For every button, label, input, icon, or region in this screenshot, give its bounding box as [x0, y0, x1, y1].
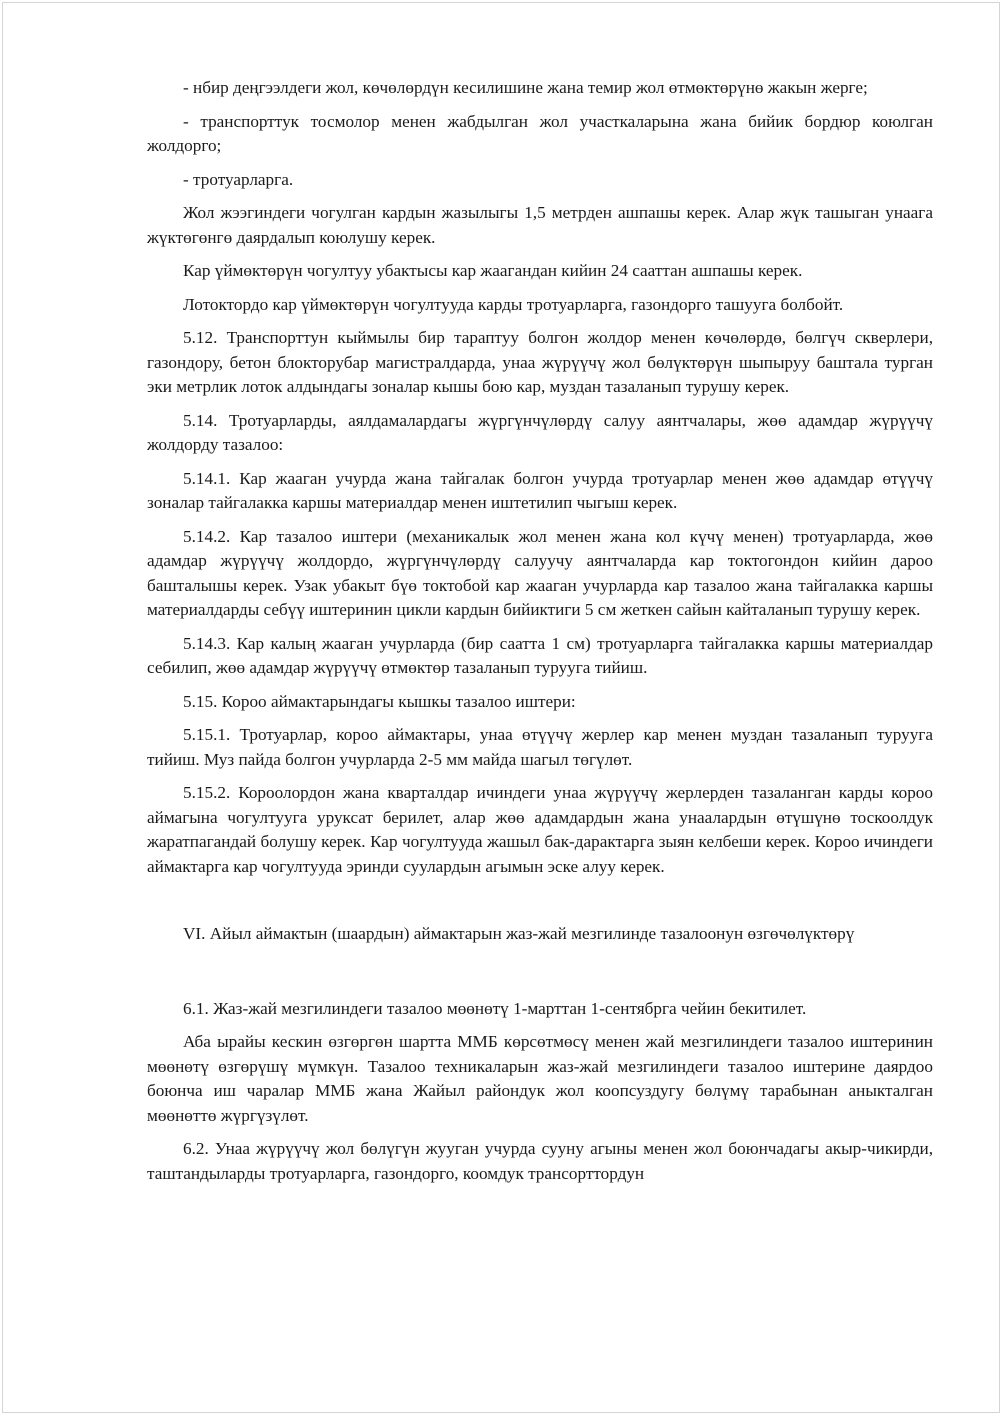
paragraph-5-12: 5.12. Транспорттун кыймылы бир тараптуу болгон жолдор менен көчөлөрдө, бөлгүч скверлери, газондору, бетон блокторубар магистралдарда, унаа жүрүүчү жол бөлүктөрүн шыпыруу баштала турган эки метрлик лоток алдындагы зоналар кышы бою кар, муздан тазаланып турушу керек.: [147, 328, 933, 396]
paragraph-snow-width: Жол жээгиндеги чогулган кардын жазылыгы 1,5 метрден ашпашы керек. Алар жүк ташыган унаага жүктөгөнгө даярдалып коюлушу керек.: [147, 203, 933, 247]
paragraph-5-14: 5.14. Тротуарларды, аялдамалардагы жүргүнчүлөрдү салуу аянтчалары, жөө адамдар жүрүүчү жолдорду тазалоо:: [147, 410, 933, 454]
paragraph-5-14-3: 5.14.3. Кар калың жааган учурларда (бир саатта 1 см) тротуарларга тайгалакка каршы материалдар себилип, жөө адамдар жүрүүчү өтмөктөр тазаланып турууга тийиш.: [147, 633, 933, 677]
paragraph-barriers: - транспорттук тосмолор менен жабдылган жол участкаларына жана бийик бордюр коюлган жолдорго;: [147, 111, 933, 155]
paragraph-5-14-1: 5.14.1. Кар жааган учурда жана тайгалак болгон учурда тротуарлар менен жөө адамдар өтүүчү зоналар тайгалакка каршы материалдар менен иштетилип чыгыш керек.: [147, 468, 933, 512]
paragraph-snow-pile-time: Кар үймөктөрүн чогултуу убактысы кар жаагандан кийин 24 сааттан ашпашы керек.: [183, 261, 803, 280]
paragraph-6-1: 6.1. Жаз-жай мезгилиндеги тазалоо мөөнөтү 1-марттан 1-сентябрга чейин бекитилет.: [183, 998, 807, 1018]
document-page: [2, 2, 1000, 1413]
paragraph-gutters: Лотоктордо кар үймөктөрүн чогултууда карды тротуарларга, газондорго ташууга болбойт.: [183, 294, 844, 314]
paragraph-6-2: 6.2. Унаа жүрүүчү жол бөлүгүн жууган учурда сууну агыны менен жол боюнчадагы акыр-чикирди, таштандыларды тротуарларга, газондорго, коомдук трансорттордун: [147, 1139, 933, 1183]
paragraph-weather-change: Аба ырайы кескин өзгөргөн шартта ММБ көрсөтмөсү менен жай мезгилиндеги тазалоо иштеринин мөөнөтү өзгөрүшү мүмкүн. Тазалоо техникаларын жаз-жай мезгилиндеги тазалоо иштерине даярдоо боюнча иш чаралар ММБ жана Жайыл райондук жол коопсуздугу бөлүмү тарабынан аныкталган мөөнөттө жүргүзүлөт.: [147, 1032, 933, 1125]
paragraph-5-15: 5.15. Короо аймактарындагы кышкы тазалоо иштери:: [183, 691, 576, 711]
paragraph-intersections: - нбир деңгээлдеги жол, көчөлөрдүн кесилишине жана темир жол өтмөктөрүнө жакын жерге;: [183, 78, 868, 97]
document-body: [147, 76, 933, 1195]
paragraph-sidewalks: - тротуарларга.: [183, 169, 294, 189]
section-heading: VI. Айыл аймактын (шаардын) аймактарын жаз-жай мезгилинде тазалоонун өзгөчөлүктөрү: [183, 924, 855, 943]
paragraph-5-15-1: 5.15.1. Тротуарлар, короо аймактары, унаа өтүүчү жерлер кар менен муздан тазаланып турууга тийиш. Муз пайда болгон учурларда 2-5 мм майда шагыл төгүлөт.: [147, 725, 933, 769]
paragraph-5-14-2: 5.14.2. Кар тазалоо иштери (механикалык жол менен жана кол күчү менен) тротуарларда, жөө адамдар жүрүүчү жолдордо, жүргүнчүлөрдү салуучу аянтчаларда кар токтогондон кийин дароо башталышы керек. Узак убакыт бүө токтобой кар жааган учурларда кар тазалоо жана тайгалакка каршы материалдарды себүү иштеринин цикли кардын бийиктиги 5 см жеткен сайын кайталанып турушу керек.: [147, 526, 933, 619]
paragraph-5-15-2: 5.15.2. Короолордон жана кварталдар ичиндеги унаа жүрүүчү жерлерден тазаланган карды короо аймагына чогултууга уруксат берилет, алар жөө адамдардын жана унаалардын өтүшүнө тоскоолдук жаратпагандай болушу керек. Кар чогултууда жашыл бак-дарактарга зыян келбеши керек. Короо ичиндеги аймактарга кар чогултууда эринди суулардын агымын эске алуу керек.: [147, 783, 933, 876]
